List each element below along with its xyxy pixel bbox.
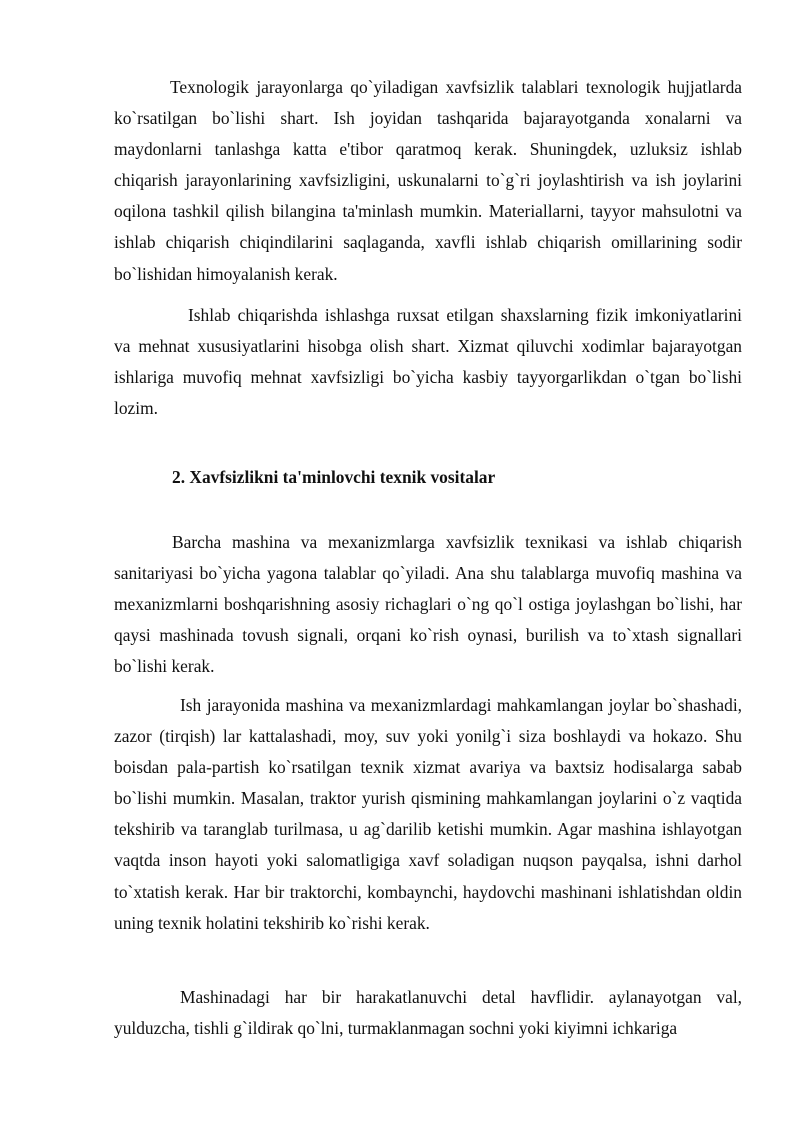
section-heading: 2. Xavfsizlikni ta'minlovchi texnik vositalar — [172, 467, 496, 487]
paragraph-machine-requirements: Barcha mashina va mexanizmlarga xavfsizlik texnikasi va ishlab chiqarish sanitariyasi bo`yicha yagona talablar qo`yiladi. Ana shu talablarga muvofiq mashina va mexanizmlarni boshqarishning asosiy richaglari o`ng qo`l ostiga joylashgan bo`lishi, har qaysi mashinada tovush signali, orqani ko`rish oynasi, burilish va to`xtash signallari bo`lishi kerak. — [114, 532, 742, 677]
paragraph-moving-parts: Mashinadagi har bir harakatlanuvchi detal havflidir. aylanayotgan val, yulduzcha, tishli g`ildirak qo`lni, turmaklanmagan sochni yoki kiyimni ichkariga — [114, 987, 742, 1039]
paragraph-maintenance: Ish jarayonida mashina va mexanizmlardagi mahkamlangan joylar bo`shashadi, zazor (tirqish) lar kattalashadi, moy, suv yoki yonilg`i siza boshlaydi va hokazo. Shu boisdan pala-partish ko`rsatilgan texnik xizmat avariya va baxtsiz hodisalarga sabab bo`lishi mumkin. Masalan, traktor yurish qismining mahkamlangan joylarini o`z vaqtida tekshirib va taranglab turilmasa, u ag`darilib ketishi mumkin. Agar mashina ishlayotgan vaqtda inson hayoti yoki salomatligiga xavf soladigan nuqson payqalsa, ishni darhol to`xtatish kerak. Har bir traktorchi, kombaynchi, haydovchi mashinani ishlatishdan oldin uning texnik holatini tekshirib ko`rishi kerak. — [114, 695, 742, 933]
paragraph-personnel-requirements: Ishlab chiqarishda ishlashga ruxsat etilgan shaxslarning fizik imkoniyatlarini va mehnat xususiyatlarini hisobga olish shart. Xizmat qiluvchi xodimlar bajarayotgan ishlariga muvofiq mehnat xavfsizligi bo`yicha kasbiy tayyorgarlikdan o`tgan bo`lishi lozim. — [114, 305, 742, 419]
paragraph-technological-safety: Texnologik jarayonlarga qo`yiladigan xavfsizlik talablari texnologik hujjatlarda ko`rsatilgan bo`lishi shart. Ish joyidan tashqarida bajarayotganda xonalarni va maydonlarni tanlashga katta e'tibor qaratmoq kerak. Shuningdek, uzluksiz ishlab chiqarish jarayonlarining xavfsizligini, uskunalarni to`g`ri joylashtirish va ish joylarini oqilona tashkil qilish bilangina ta'minlash mumkin. Materiallarni, tayyor mahsulotni va ishlab chiqarish chiqindilarini saqlaganda, xavfli ishlab chiqarish omillarining sodir bo`lishidan himoyalanish kerak. — [114, 77, 742, 284]
